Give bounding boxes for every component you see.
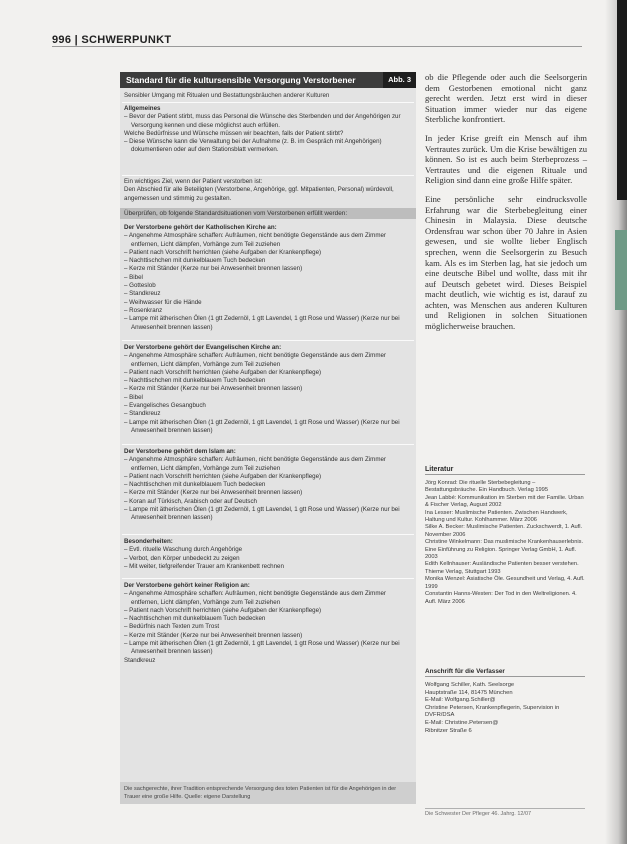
- list-item: – Kerze mit Ständer (Kerze nur bei Anwesenheit brennen lassen): [124, 385, 303, 393]
- list-item: – Patient nach Vorschrift herrichten (siehe Aufgaben der Krankenpflege): [124, 248, 322, 256]
- section-no-religion: [124, 582, 412, 665]
- author-line: Wolfgang Schiller, Kath. Seelsorge: [425, 682, 515, 688]
- list-item: – Bedürfnis nach Texten zum Trost: [124, 623, 220, 631]
- page-edge-tab: [615, 230, 627, 310]
- list-item: – Diese Wünsche kann die Verwaltung bei der Aufnahme (z. B. im Gespräch mit Angehörigen) dokumentieren oder auf dem Stationsblatt vermerken.: [124, 138, 382, 154]
- author-heading: Anschrift für die Verfasser: [425, 668, 585, 677]
- literature-entry: Silke A. Becker: Muslimische Patienten. Zuckschwerdt, 1. Aufl. November 2006: [425, 524, 583, 538]
- figure-tab: Abb. 3: [383, 72, 416, 88]
- section-protestant: [124, 344, 412, 435]
- running-head: [52, 30, 582, 47]
- literature-entry: Constantin Hanns-Westen: Der Tod in den Weltreligionen. 4. Aufl. März 2006: [425, 591, 577, 605]
- list-item: – Nachttischchen mit dunkelblauem Tuch bedecken: [124, 257, 266, 265]
- list-item: – Standkreuz: [124, 410, 161, 418]
- list-item: – Angenehme Atmosphäre schaffen: Aufräumen, nicht benötigte Gegenstände aus dem Zimmer entfernen, Licht dämpfen, Vorhänge zum Teil zuziehen: [124, 232, 386, 248]
- literature-list: [425, 480, 587, 606]
- divider: [122, 102, 414, 103]
- list-item: – Kerze mit Ständer (Kerze nur bei Anwesenheit brennen lassen): [124, 489, 303, 497]
- list-item: – Evtl. rituelle Waschung durch Angehörige: [124, 546, 243, 554]
- divider: [122, 175, 414, 176]
- list-item: – Gotteslob: [124, 282, 156, 290]
- section-heading: Der Verstorbene gehört der Evangelischen Kirche an:: [124, 344, 282, 351]
- list-item: – Kerze mit Ständer (Kerze nur bei Anwesenheit brennen lassen): [124, 265, 303, 273]
- section-heading: Der Verstorbene gehört dem Islam an:: [124, 448, 236, 455]
- goal-line: Den Abschied für alle Beteiligten (Verstorbene, Angehörige, ggf. Mitpatienten, Personal) würdevoll, angemessen und stimmig zu gestalten.: [124, 186, 394, 202]
- divider: [122, 534, 414, 535]
- list-item: – Patient nach Vorschrift herrichten (siehe Aufgaben der Krankenpflege): [124, 606, 322, 614]
- list-item: – Nachttischchen mit dunkelblauem Tuch bedecken: [124, 481, 266, 489]
- list-item: – Mit weiter, tiefgreifender Trauer am Krankenbett rechnen: [124, 562, 284, 570]
- list-item: – Angenehme Atmosphäre schaffen: Aufräumen, nicht benötigte Gegenstände aus dem Zimmer entfernen, Licht dämpfen, Vorhänge zum Teil zuziehen: [124, 352, 386, 368]
- author-line: Christine Petersen, Krankenpflegerin, Supervision in DVFR/DSA: [425, 704, 560, 719]
- article-paragraph: Eine persönliche sehr eindrucksvolle Erfahrung war die Sterbebegleitung einer Chinesin in Malaysia. Diese deutsche Ordensfrau war schon über 70 Jahre in Asien gewesen, und sie wollte lieber Englisch sprechen, wenn die Seelsorgerin zu Besuch kam. Als es im Sterben lag, hat sie jedoch um eine deutsche Bibel und wollte, dass mit ihr auf Deutsch gebetet wird. Dieses Beispiel macht deutlich, wie wichtig es ist, darauf zu achten, was Menschen aus anderen Kulturen und Religionen in solchen Situationen möglicherweise brauchen.: [425, 193, 587, 332]
- list-item: – Lampe mit ätherischen Ölen (1 gtt Zedernöl, 1 gtt Lavendel, 1 gtt Rose und Wasser) (Kerze nur bei Anwesenheit brennen lassen): [124, 506, 400, 522]
- box-subtitle: Sensibler Umgang mit Ritualen und Bestattungsbräuchen anderer Kulturen: [124, 92, 330, 99]
- box-title-text: Standard für die kultursensible Versorgung Verstorbener: [126, 75, 356, 85]
- standard-box: [120, 72, 416, 804]
- section-islam: [124, 448, 412, 523]
- author-line: Hauptstraße 114, 81475 München: [425, 689, 513, 696]
- box-footnote: Die sachgerechte, ihrer Tradition entsprechende Versorgung des toten Patienten ist für die Angehörigen in der Trauer eine große Hilfe. Quelle: eigene Darstellung: [120, 782, 416, 804]
- author-line: E-Mail: Christine.Petersen@: [425, 719, 499, 726]
- list-item: – Angenehme Atmosphäre schaffen: Aufräumen, nicht benötigte Gegenstände aus dem Zimmer entfernen, Licht dämpfen, Vorhänge zum Teil zuziehen: [124, 590, 386, 606]
- list-item: Standkreuz: [124, 656, 156, 664]
- list-item: – Weihwasser für die Hände: [124, 298, 202, 306]
- list-item: – Evangelisches Gesangbuch: [124, 402, 206, 410]
- divider: [122, 444, 414, 445]
- list-item: – Bevor der Patient stirbt, muss das Personal die Wünsche des Sterbenden und der Angehörigen zur Versorgung kennen und diese möglichst auch erfüllen.: [124, 113, 401, 129]
- literature-entry: Edith Kellnhauser: Ausländische Patienten besser verstehen. Thieme Verlag, Stuttgart 1993: [425, 561, 579, 575]
- list-item: – Kerze mit Ständer (Kerze nur bei Anwesenheit brennen lassen): [124, 631, 303, 639]
- list-item: – Bibel: [124, 393, 143, 401]
- list-item: Welche Bedürfnisse und Wünsche müssen wir beachten, falls der Patient stirbt?: [124, 129, 344, 137]
- author-line: Ribnitzer Straße 6: [425, 727, 472, 734]
- list-item: – Nachttischchen mit dunkelblauem Tuch bedecken: [124, 377, 266, 385]
- section-goal: [124, 178, 412, 203]
- literature-entry: Christine Winkelmann: Das muslimische Krankenhauserlebnis. Eine Einführung zu Religion. Springer Verlag GmbH, 1. Aufl. 2003: [425, 539, 584, 561]
- list-item: – Rosenkranz: [124, 306, 163, 314]
- list-item: – Nachttischchen mit dunkelblauem Tuch bedecken: [124, 615, 266, 623]
- author-line: E-Mail: Wolfgang.Schiller@: [425, 697, 496, 704]
- section-heading: Der Verstorbene gehört der Katholischen Kirche an:: [124, 224, 277, 231]
- divider: [122, 578, 414, 579]
- page-label: 996 | SCHWERPUNKT: [52, 34, 172, 46]
- list-item: – Patient nach Vorschrift herrichten (siehe Aufgaben der Krankenpflege): [124, 472, 322, 480]
- list-item: – Koran auf Türkisch, Arabisch oder auf Deutsch: [124, 497, 257, 505]
- divider: [122, 340, 414, 341]
- list-item: – Standkreuz: [124, 290, 161, 298]
- journal-footer: Die Schwester Der Pfleger 46. Jahrg. 12/07: [425, 808, 585, 817]
- list-item: – Lampe mit ätherischen Ölen (1 gtt Zedernöl, 1 gtt Lavendel, 1 gtt Rose und Wasser) (Kerze nur bei Anwesenheit brennen lassen): [124, 315, 400, 331]
- literature-entry: Ina Lesser: Muslimische Patienten. Zwischen Handwerk, Haltung und Kultur. Kohlhammer. März 2006: [425, 509, 568, 524]
- box-title: [120, 72, 416, 88]
- article-paragraph: In jeder Krise greift ein Mensch auf ihm Vertrautes zurück. Um die Krise bewältigen zu können. So ist es auch beim Sterbeprozess – Vertrautes und die eigenen Rituale und Religion sind dann eine große Hilfe später.: [425, 132, 587, 186]
- article-paragraph: ob die Pflegende oder auch die Seelsorgerin dem Gestorbenen emotional nicht ganz gerecht werden. Jetzt erst wird in dieser Situation immer wieder nur das eigene Sterbliche konfrontiert.: [425, 72, 587, 125]
- page-edge-dark: [617, 0, 627, 200]
- goal-line: Ein wichtiges Ziel, wenn der Patient verstorben ist:: [124, 178, 263, 185]
- section-heading: Allgemeines: [124, 105, 161, 112]
- article-column: [425, 72, 587, 340]
- section-general: [124, 105, 412, 155]
- section-heading: Der Verstorbene gehört keiner Religion an:: [124, 582, 250, 589]
- literature-heading: Literatur: [425, 466, 585, 475]
- list-item: – Lampe mit ätherischen Ölen (1 gtt Zedernöl, 1 gtt Lavendel, 1 gtt Rose und Wasser) (Kerze nur bei Anwesenheit brennen lassen): [124, 640, 400, 656]
- list-item: – Patient nach Vorschrift herrichten (siehe Aufgaben der Krankenpflege): [124, 368, 322, 376]
- literature-entry: Jean Labbé: Kommunikation im Sterben mit der Familie. Urban & Fischer Verlag, August 2002: [425, 494, 584, 509]
- literature-entry: Monika Wenzel: Asiatische Öle. Gesundheit und Verlag, 4. Aufl. 1999: [425, 576, 585, 590]
- section-special: [124, 538, 412, 571]
- list-item: – Verbot, den Körper unbedeckt zu zeigen: [124, 554, 240, 562]
- checklist-band: Überprüfen, ob folgende Standardsituationen vom Verstorbenen erfüllt werden:: [120, 208, 416, 219]
- section-heading: Besonderheiten:: [124, 538, 173, 545]
- section-catholic: [124, 224, 412, 332]
- literature-entry: Jörg Konrad: Die rituelle Sterbebegleitung – Bestattungsbräuche. Ein Handbuch. Verlag 1995: [425, 480, 548, 494]
- list-item: – Lampe mit ätherischen Ölen (1 gtt Zedernöl, 1 gtt Lavendel, 1 gtt Rose und Wasser) (Kerze nur bei Anwesenheit brennen lassen): [124, 418, 400, 434]
- author-addresses: [425, 682, 587, 735]
- list-item: – Angenehme Atmosphäre schaffen: Aufräumen, nicht benötigte Gegenstände aus dem Zimmer entfernen, Licht dämpfen, Vorhänge zum Teil zuziehen: [124, 456, 386, 472]
- list-item: – Bibel: [124, 273, 143, 281]
